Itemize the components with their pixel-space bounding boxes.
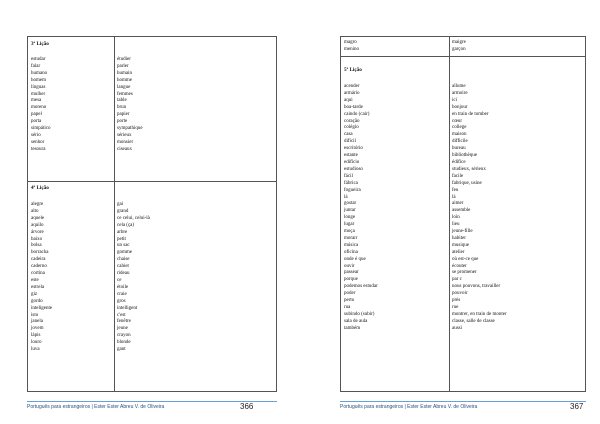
portuguese-word: longe xyxy=(344,215,356,221)
portuguese-word: fácil xyxy=(344,173,353,179)
portuguese-word: oficina xyxy=(344,249,358,255)
french-translation: gros xyxy=(117,298,126,304)
portuguese-word: estudar xyxy=(31,57,46,62)
french-translation: où est-ce que xyxy=(452,256,479,262)
french-translation: crayon xyxy=(117,333,131,339)
portuguese-word: mulher xyxy=(31,91,46,97)
french-translation: aussi xyxy=(452,325,462,331)
french-translation: ciseaux xyxy=(117,146,132,152)
french-translation: rue xyxy=(452,305,459,310)
continued-portuguese-column xyxy=(344,40,359,54)
french-translation: bonjour xyxy=(452,104,468,110)
portuguese-word: falar xyxy=(31,63,41,69)
french-translation: armoire xyxy=(452,90,468,96)
portuguese-word: podemos estudar xyxy=(344,284,378,290)
portuguese-word: juntar xyxy=(344,208,356,214)
portuguese-word: árvore xyxy=(31,229,44,235)
french-translation: feu xyxy=(452,187,459,193)
french-translation: atelier xyxy=(452,249,465,255)
portuguese-word: estante xyxy=(344,153,358,159)
portuguese-word: subindo (subir) xyxy=(344,311,375,317)
french-translation: en train de tomber xyxy=(452,111,489,117)
portuguese-word: baixo xyxy=(31,236,43,242)
portuguese-word: isto xyxy=(31,312,39,318)
portuguese-word: cortina xyxy=(31,271,45,277)
french-translation: jeune xyxy=(117,326,128,332)
french-translation: étoile xyxy=(117,284,129,290)
french-translation: facile xyxy=(452,173,464,179)
portuguese-word: alegre xyxy=(31,202,44,207)
portuguese-word: porque xyxy=(344,277,358,283)
portuguese-word: lápis xyxy=(31,333,41,339)
french-translation: là xyxy=(452,194,456,200)
french-translation: ce xyxy=(117,277,122,283)
french-translation: petit xyxy=(117,236,126,242)
french-translation: écouter xyxy=(452,263,467,269)
portuguese-word: moreno xyxy=(31,105,47,111)
footer-text: Português para estrangeiros | Ester Ester Abreu V. de Oliveira xyxy=(340,404,478,410)
french-translation: studieux, sérieux xyxy=(452,166,486,172)
french-translation: près xyxy=(452,298,461,304)
french-translation: grand xyxy=(117,208,129,214)
lesson-4-french-column xyxy=(117,202,150,354)
portuguese-word: perto xyxy=(344,298,355,304)
french-translation: allume xyxy=(452,84,466,89)
portuguese-word: inteligente xyxy=(31,305,53,311)
french-translation: brun xyxy=(117,105,127,111)
french-translation: monsier xyxy=(117,139,134,145)
portuguese-word: fábrica xyxy=(344,180,358,186)
french-translation: rideau xyxy=(117,271,130,277)
page-number: 366 xyxy=(240,402,254,411)
french-translation: étudier xyxy=(117,57,131,62)
portuguese-word: sério xyxy=(31,132,41,138)
portuguese-word: homem xyxy=(31,77,46,83)
page-number: 367 xyxy=(570,402,584,411)
french-translation: ici xyxy=(452,97,457,103)
portuguese-word: louro xyxy=(31,340,42,346)
portuguese-word: porta xyxy=(31,119,42,125)
french-translation: c'est xyxy=(117,312,126,318)
column-divider xyxy=(114,37,115,391)
french-translation: un sac xyxy=(117,243,130,249)
french-translation: loin xyxy=(452,215,460,221)
french-translation: bibliothèque xyxy=(452,153,477,159)
portuguese-word: passear xyxy=(344,270,359,276)
french-translation: chaise xyxy=(117,257,130,263)
portuguese-word: colégio xyxy=(344,125,359,131)
column-divider xyxy=(449,37,450,391)
right-page xyxy=(300,0,600,424)
french-translation: gomme xyxy=(117,250,132,256)
french-translation: gant xyxy=(117,347,126,353)
french-translation: montrer, en train de monter xyxy=(452,311,507,317)
french-translation: langue xyxy=(117,84,131,90)
french-translation: porte xyxy=(117,119,128,125)
french-translation: par c xyxy=(452,277,462,283)
french-translation: maison xyxy=(452,132,467,138)
portuguese-word: caderno xyxy=(31,264,47,270)
portuguese-word: rua xyxy=(344,305,351,310)
portuguese-word: moça xyxy=(344,229,355,235)
vocabulary-table-left xyxy=(27,36,277,392)
portuguese-word: estudioso xyxy=(344,166,363,172)
french-translation: sympathique xyxy=(117,126,143,132)
french-translation: parler xyxy=(117,63,129,69)
french-translation: femmes xyxy=(117,91,133,97)
french-translation: table xyxy=(117,98,127,104)
portuguese-word: borracha xyxy=(31,250,49,256)
portuguese-word: também xyxy=(344,325,361,331)
portuguese-word: giz xyxy=(31,291,38,297)
french-translation: nous pouvons, travailler xyxy=(452,284,501,290)
french-translation: cœur xyxy=(452,118,462,124)
footer-rule xyxy=(340,401,586,402)
continued-french-column xyxy=(452,40,466,54)
lesson-5-title: 5ª Lição xyxy=(344,67,362,73)
portuguese-word: alto xyxy=(31,208,39,214)
portuguese-word: papel xyxy=(31,112,42,118)
portuguese-word: coração xyxy=(344,118,360,124)
french-translation: craie xyxy=(117,291,127,297)
french-translation: bureau xyxy=(452,146,466,152)
portuguese-word: poder xyxy=(344,291,356,297)
lesson-3-french-column xyxy=(117,57,143,154)
portuguese-word: mesa xyxy=(31,98,42,104)
portuguese-word: gostar xyxy=(344,201,357,207)
portuguese-word: senhor xyxy=(31,139,45,145)
portuguese-word: jovem xyxy=(31,326,44,332)
french-translation: garçon xyxy=(452,46,466,52)
portuguese-word: menino xyxy=(344,46,359,52)
portuguese-word: fogueira xyxy=(344,187,361,193)
lesson-5-french-column xyxy=(452,84,507,333)
portuguese-word: armário xyxy=(344,90,360,96)
french-translation: jeune-fille xyxy=(452,229,473,235)
portuguese-word: aquele xyxy=(31,215,45,221)
french-translation: intelligent xyxy=(117,305,138,311)
portuguese-word: este xyxy=(31,277,39,283)
portuguese-word: luva xyxy=(31,347,40,353)
portuguese-word: boa-tarde xyxy=(344,104,363,110)
portuguese-word: cadeira xyxy=(31,257,46,263)
portuguese-word: caindo (cair) xyxy=(344,111,370,117)
lesson-divider xyxy=(28,181,276,182)
french-translation: musique xyxy=(452,242,469,248)
portuguese-word: gordo xyxy=(31,298,43,304)
french-translation: maigre xyxy=(452,40,466,45)
portuguese-word: música xyxy=(344,242,359,248)
french-translation: cela (ça) xyxy=(117,222,135,228)
french-translation: papier xyxy=(117,112,130,118)
footer-text: Português para estrangeiros | Ester Ester Abreu V. de Oliveira xyxy=(27,404,165,410)
portuguese-word: janela xyxy=(31,319,43,325)
portuguese-word: línguas xyxy=(31,84,46,90)
french-translation: fenêtre xyxy=(117,319,131,325)
lesson-divider xyxy=(341,56,585,57)
french-translation: homme xyxy=(117,77,132,83)
portuguese-word: edifício xyxy=(344,159,360,165)
french-translation: gai xyxy=(117,202,124,207)
portuguese-word: magro xyxy=(344,40,357,45)
french-translation: pouvoir xyxy=(452,291,468,297)
french-translation: aimer xyxy=(452,201,464,207)
portuguese-word: acender xyxy=(344,84,360,89)
lesson-4-title: 4ª Lição xyxy=(31,185,49,191)
portuguese-word: ouvir xyxy=(344,263,355,269)
portuguese-word: estrela xyxy=(31,284,45,290)
french-translation: sérieux xyxy=(117,132,132,138)
portuguese-word: aquilo xyxy=(31,222,44,228)
portuguese-word: onde é que xyxy=(344,256,366,262)
french-translation: habiter xyxy=(452,235,466,241)
french-translation: se promener xyxy=(452,270,477,276)
portuguese-word: casa xyxy=(344,132,353,138)
french-translation: lieu xyxy=(452,222,460,228)
french-translation: college xyxy=(452,125,467,131)
portuguese-word: difícil xyxy=(344,139,356,145)
portuguese-word: bolsa xyxy=(31,243,42,249)
french-translation: édifice xyxy=(452,159,466,165)
portuguese-word: sala de aula xyxy=(344,318,368,324)
french-translation: humain xyxy=(117,70,132,76)
lesson-4-portuguese-column xyxy=(31,202,52,354)
portuguese-word: aqui xyxy=(344,97,353,103)
french-translation: blonde xyxy=(117,340,131,346)
portuguese-word: lá xyxy=(344,194,348,200)
french-translation: ce celui, celui-là xyxy=(117,215,150,221)
portuguese-word: tesoura xyxy=(31,146,46,152)
portuguese-word: lugar xyxy=(344,222,355,228)
french-translation: assemble xyxy=(452,208,471,214)
french-translation: classe, salle de classe xyxy=(452,318,495,324)
portuguese-word: simpático xyxy=(31,126,51,132)
french-translation: difficile xyxy=(452,139,468,145)
portuguese-word: morarr xyxy=(344,235,358,241)
portuguese-word: humano xyxy=(31,70,48,76)
portuguese-word: escritório xyxy=(344,146,363,152)
french-translation: fabrique, usine xyxy=(452,180,482,186)
french-translation: arbre xyxy=(117,229,128,235)
lesson-5-portuguese-column xyxy=(344,84,378,333)
vocabulary-table-right xyxy=(340,36,586,392)
lesson-3-portuguese-column xyxy=(31,57,50,154)
french-translation: cahier xyxy=(117,264,130,270)
lesson-3-title: 3ª Lição xyxy=(31,41,49,47)
